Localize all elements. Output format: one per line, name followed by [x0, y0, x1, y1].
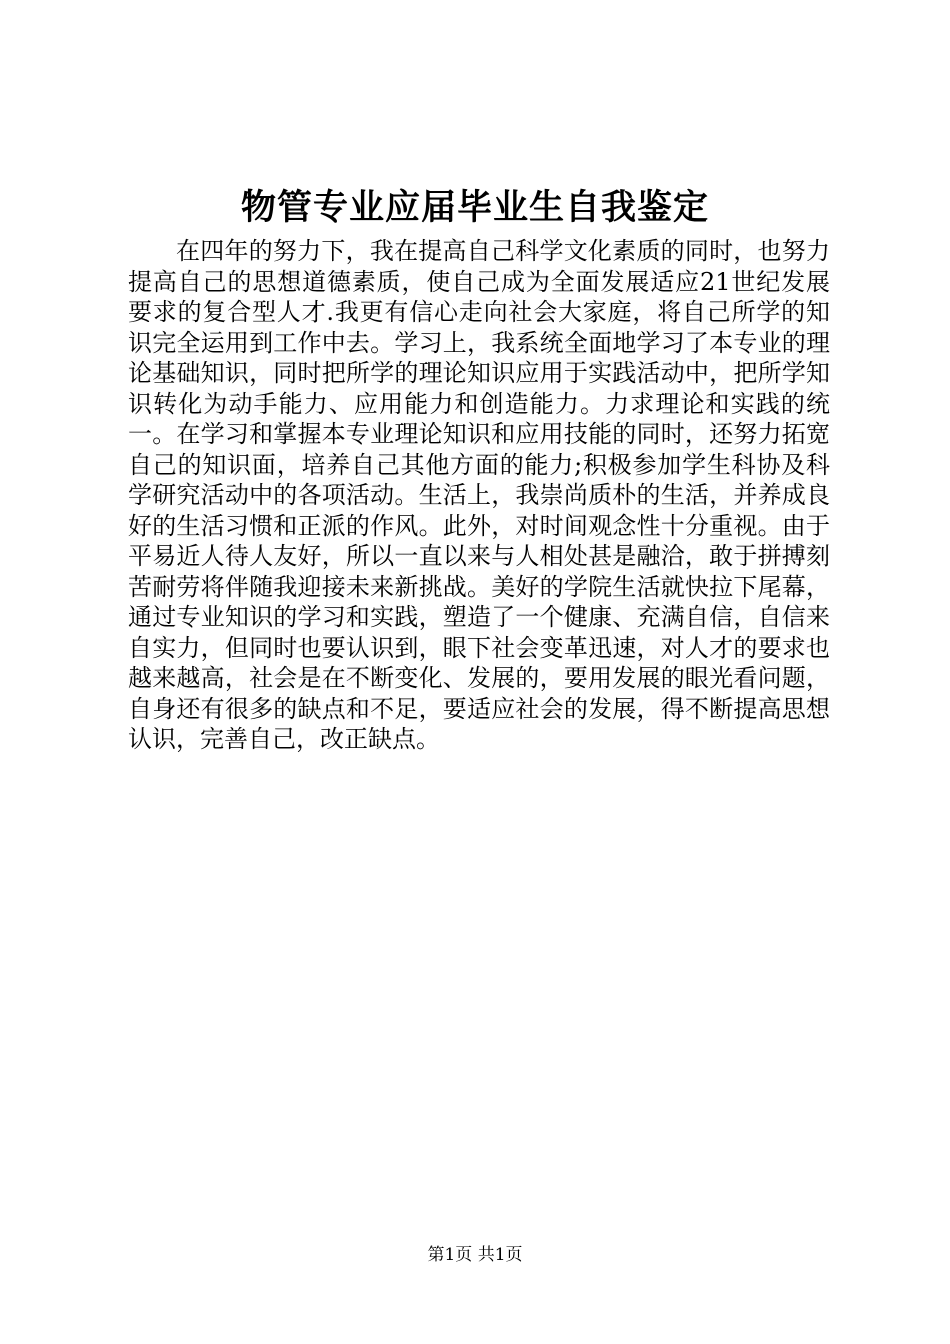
document-body-paragraph: 在四年的努力下，我在提高自己科学文化素质的同时，也努力提高自己的思想道德素质，使自己成为全面发展适应21世纪发展要求的复合型人才.我更有信心走向社会大家庭，将自己所学的知识完全运用到工作中去。学习上，我系统全面地学习了本专业的理论基础知识，同时把所学的理论知识应用于实践活动中，把所学知识转化为动手能力、应用能力和创造能力。力求理论和实践的统一。在学习和掌握本专业理论知识和应用技能的同时，还努力拓宽自己的知识面，培养自己其他方面的能力;积极参加学生科协及科学研究活动中的各项活动。生活上，我崇尚质朴的生活，并养成良好的生活习惯和正派的作风。此外，对时间观念性十分重视。由于平易近人待人友好，所以一直以来与人相处甚是融洽，敢于拼搏刻苦耐劳将伴随我迎接未来新挑战。美好的学院生活就快拉下尾幕，通过专业知识的学习和实践，塑造了一个健康、充满自信，自信来自实力，但同时也要认识到，眼下社会变革迅速，对人才的要求也越来越高，社会是在不断变化、发展的，要用发展的眼光看问题，自身还有很多的缺点和不足，要适应社会的发展，得不断提高思想认识，完善自己，改正缺点。 — [128, 237, 830, 753]
document-title: 物管专业应届毕业生自我鉴定 — [240, 187, 709, 228]
page-number-footer: 第1页 共1页 — [427, 1245, 523, 1265]
